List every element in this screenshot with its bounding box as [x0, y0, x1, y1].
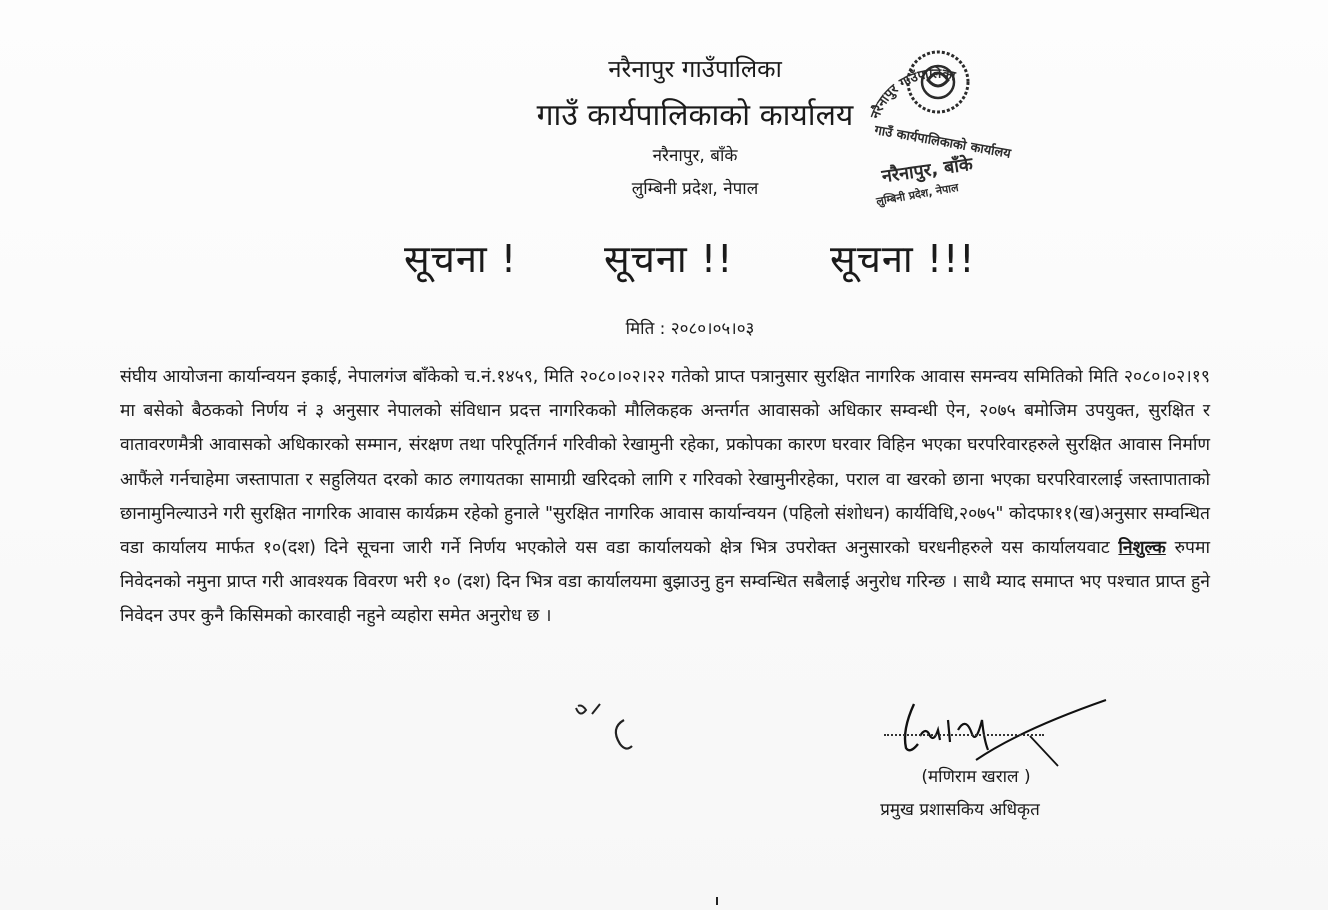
address-line-2: लुम्बिनी प्रदेश, नेपाल	[631, 179, 759, 199]
notice-body	[120, 360, 1210, 634]
notice-heading-2: सूचना !!	[604, 237, 734, 281]
signature-line	[884, 734, 1044, 736]
notice-heading-1: सूचना !	[404, 237, 518, 281]
office-name: गाउँ कार्यपालिकाको कार्यालय	[536, 98, 854, 133]
address-line-1: नरैनापुर, बाँके	[652, 146, 738, 166]
signer-name: (मणिराम खराल )	[921, 767, 1031, 787]
seal-text-2: गाउँ कार्यपालिकाको कार्यालय	[873, 123, 1012, 162]
seal-text-1: नरैनापुर गाउँपालिका	[868, 66, 957, 121]
signature-mark	[880, 690, 1110, 770]
stray-mark	[714, 896, 720, 906]
notice-date: मिति : २०८०।०५।०३	[625, 319, 755, 339]
seal-text-4: लुम्बिनी प्रदेश, नेपाल	[875, 180, 960, 209]
office-seal-stamp	[852, 42, 1024, 212]
seal-text-3: नरैनापुर, बाँके	[880, 153, 974, 188]
notice-body-part-2: रुपमा निवेदनको नमुना प्राप्त गरी आवश्यक विवरण भरी १० (दश) दिन भित्र वडा कार्यालयमा बुझाउनु हुन सम्वन्धित सबैलाई अनुरोध गरिन्छ । साथै म्याद समाप्त भए पश्चात प्राप्त हुने निवेदन उपर कुनै किसिमको कारवाही नहुने व्यहोरा समेत अनुरोध छ ।	[120, 538, 1210, 627]
signer-title: प्रमुख प्रशासकिय अधिकृत	[880, 800, 1040, 820]
notice-body-part-1: संघीय आयोजना कार्यान्वयन इकाई, नेपालगंज बाँकेको च.नं.१४५९, मिति २०८०।०२।२२ गतेको प्राप्त पत्रानुसार सुरक्षित नागरिक आवास समन्वय समितिको मिति २०८०।०२।१९ मा बसेको बैठकको निर्णय नं ३ अनुसार नेपालको संविधान प्रदत्त नागरिकको मौलिकहक अन्तर्गत आवासको अधिकार सम्वन्धी ऐन, २०७५ बमोजिम उपयुक्त, सुरक्षित र वातावरणमैत्री आवासको अधिकारको सम्मान, संरक्षण तथा परिपूर्तिगर्न गरिवीको रेखामुनी रहेका, प्रकोपका कारण घरवार विहिन भएका घरपरिवारहरुले सुरक्षित आवास निर्माण आफैंले गर्नचाहेमा जस्तापाता र सहुलियत दरको काठ लगायतका सामाग्री खरिदको लागि र गरिवको रेखामुनीरहेका, पराल वा खरको छाना भएका घरपरिवारलाई जस्तापाताको छानामुनिल्याउने गरी सुरक्षित नागरिक आवास कार्यक्रम रहेको हुनाले "सुरक्षित नागरिक आवास कार्यान्वयन (पहिलो संशोधन) कार्यविधि,२०७५" कोदफा११(ख)अनुसार सम्वन्धित वडा कार्यालय मार्फत १०(दश) दिने सूचना जारी गर्ने निर्णय भएकोले यस वडा कार्यालयको क्षेत्र भित्र उपरोक्त अनुसारको घरधनीहरुले यस कार्यालयवाट	[120, 367, 1210, 559]
notice-heading-3: सूचना !!!	[830, 237, 976, 281]
handwritten-initial	[566, 694, 646, 758]
free-of-cost-word: निशुल्क	[1118, 538, 1166, 559]
org-name: नरैनापुर गाउँपालिका	[608, 55, 782, 83]
